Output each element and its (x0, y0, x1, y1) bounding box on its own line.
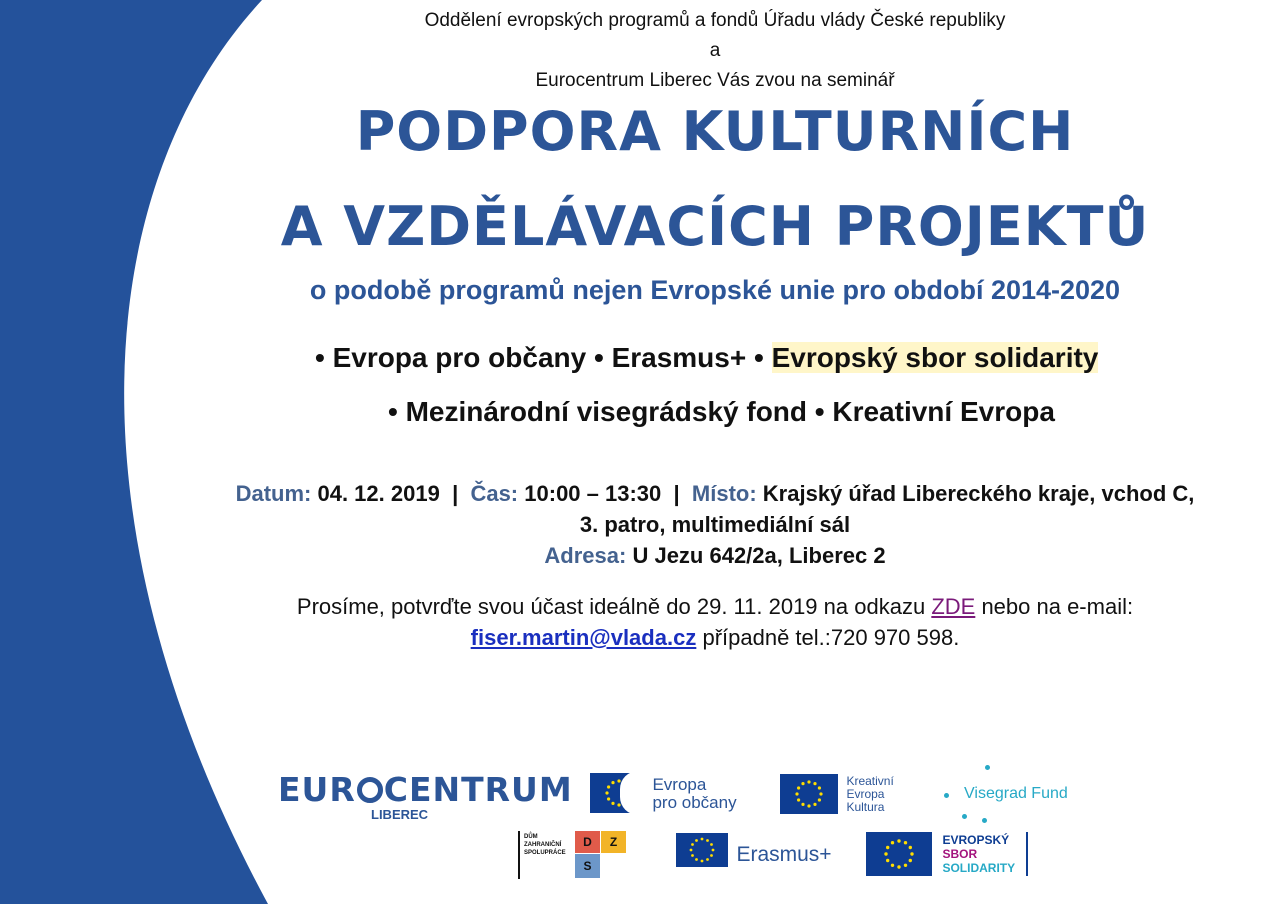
address-label: Adresa: (544, 543, 627, 568)
eurocentrum-text-a: EUR (278, 770, 356, 809)
eu-flag-icon (866, 832, 932, 876)
program-erasmus: • Erasmus+ • (586, 342, 764, 373)
kreativni-text-3: Kultura (846, 799, 885, 814)
dzs-logo (518, 831, 633, 879)
dzs-text-2: ZAHRANIČNÍ (524, 842, 562, 848)
dzs-bar (518, 831, 520, 879)
title-line-2: A VZDĚLÁVACÍCH PROJEKTŮ (280, 195, 1150, 258)
visegrad-dot-icon (982, 818, 987, 823)
erasmus-text: Erasmus+ (736, 843, 832, 866)
dzs-text (524, 833, 566, 857)
place-label: Místo: (691, 481, 757, 506)
separator: | (452, 481, 459, 506)
rsvp-text-2: nebo na e-mail: (981, 594, 1134, 619)
evropa-pro-obcany-logo (590, 773, 738, 813)
rsvp-text-3: případně tel.:720 970 598. (702, 625, 960, 650)
subtitle: o podobě programů nejen Evropské unie pro období 2014-2020 (309, 275, 1121, 305)
eu-flag-icon (780, 774, 838, 814)
evropa-text-2: pro občany (652, 793, 737, 812)
details-line-1 (160, 478, 1270, 509)
registration-link[interactable]: ZDE (931, 594, 976, 619)
evropa-label (652, 776, 736, 812)
eurocentrum-o-icon (357, 777, 383, 803)
erasmus-logo (676, 833, 832, 867)
eurocentrum-sub: LIBEREC (371, 807, 429, 822)
date-label: Datum: (235, 481, 312, 506)
eurocentrum-logo (278, 770, 573, 822)
date-value: 04. 12. 2019 (317, 481, 440, 506)
organizer-line-3: Eurocentrum Liberec Vás zvou na seminář (535, 70, 895, 91)
visegrad-fund-logo (940, 762, 1085, 826)
address-value: U Jezu 642/2a, Liberec 2 (632, 543, 886, 568)
organizer-line-1: Oddělení evropských programů a fondů Úřadu vlády České republiky (424, 10, 1006, 31)
organizer-text (160, 6, 1270, 96)
program-sbor-solidarity: Evropský sbor solidarity (771, 342, 1099, 373)
dzs-text-1: DŮM (524, 834, 538, 840)
dzs-s-tile: S (575, 854, 600, 878)
rsvp-line-2 (160, 622, 1270, 653)
event-details (160, 478, 1270, 571)
time-value: 10:00 – 13:30 (524, 481, 662, 506)
esc-bar (1026, 832, 1028, 876)
kreativni-label (846, 775, 893, 814)
esc-text-2: SBOR (942, 847, 978, 861)
rsvp-text (160, 591, 1270, 653)
programs-line-2: • Mezinárodní visegrádský fond • Kreativní Evropa (388, 396, 1055, 427)
visegrad-text: Visegrad Fund (964, 785, 1068, 802)
esc-text-3: SOLIDARITY (942, 861, 1016, 875)
eurocentrum-text-b: CENTRUM (383, 770, 573, 809)
kreativni-evropa-logo (780, 774, 894, 814)
dzs-text-3: SPOLUPRÁCE (524, 850, 566, 856)
esc-label (942, 833, 1015, 875)
esc-logo (866, 832, 1028, 876)
email-link[interactable]: fiser.martin@vlada.cz (470, 625, 697, 650)
rsvp-text-1: Prosíme, potvrďte svou účast ideálně do 29. 11. 2019 na odkazu (296, 594, 926, 619)
place-value-2: 3. patro, multimediální sál (579, 512, 851, 537)
programs-line-1 (315, 342, 1098, 374)
visegrad-dot-icon (944, 793, 949, 798)
rsvp-line-1 (160, 591, 1270, 622)
evropa-text-1: Evropa (652, 775, 707, 794)
evropa-label-box (648, 773, 738, 813)
separator: | (673, 481, 680, 506)
organizer-line-2: a (709, 40, 721, 61)
kreativni-text-1: Kreativní (846, 773, 894, 788)
place-value: Krajský úřad Libereckého kraje, vchod C, (762, 481, 1195, 506)
title-line-1: PODPORA KULTURNÍCH (355, 100, 1075, 163)
kreativni-text-2: Evropa (846, 786, 885, 801)
dzs-z-tile: Z (601, 831, 626, 853)
dzs-d-tile: D (575, 831, 600, 853)
details-line-3 (160, 540, 1270, 571)
visegrad-dot-icon (985, 765, 990, 770)
time-label: Čas: (470, 481, 519, 506)
esc-text-1: EVROPSKÝ (942, 833, 1010, 847)
visegrad-dot-icon (962, 814, 967, 819)
program-evropa: • Evropa pro občany (315, 342, 587, 373)
eu-flag-icon (676, 833, 728, 867)
